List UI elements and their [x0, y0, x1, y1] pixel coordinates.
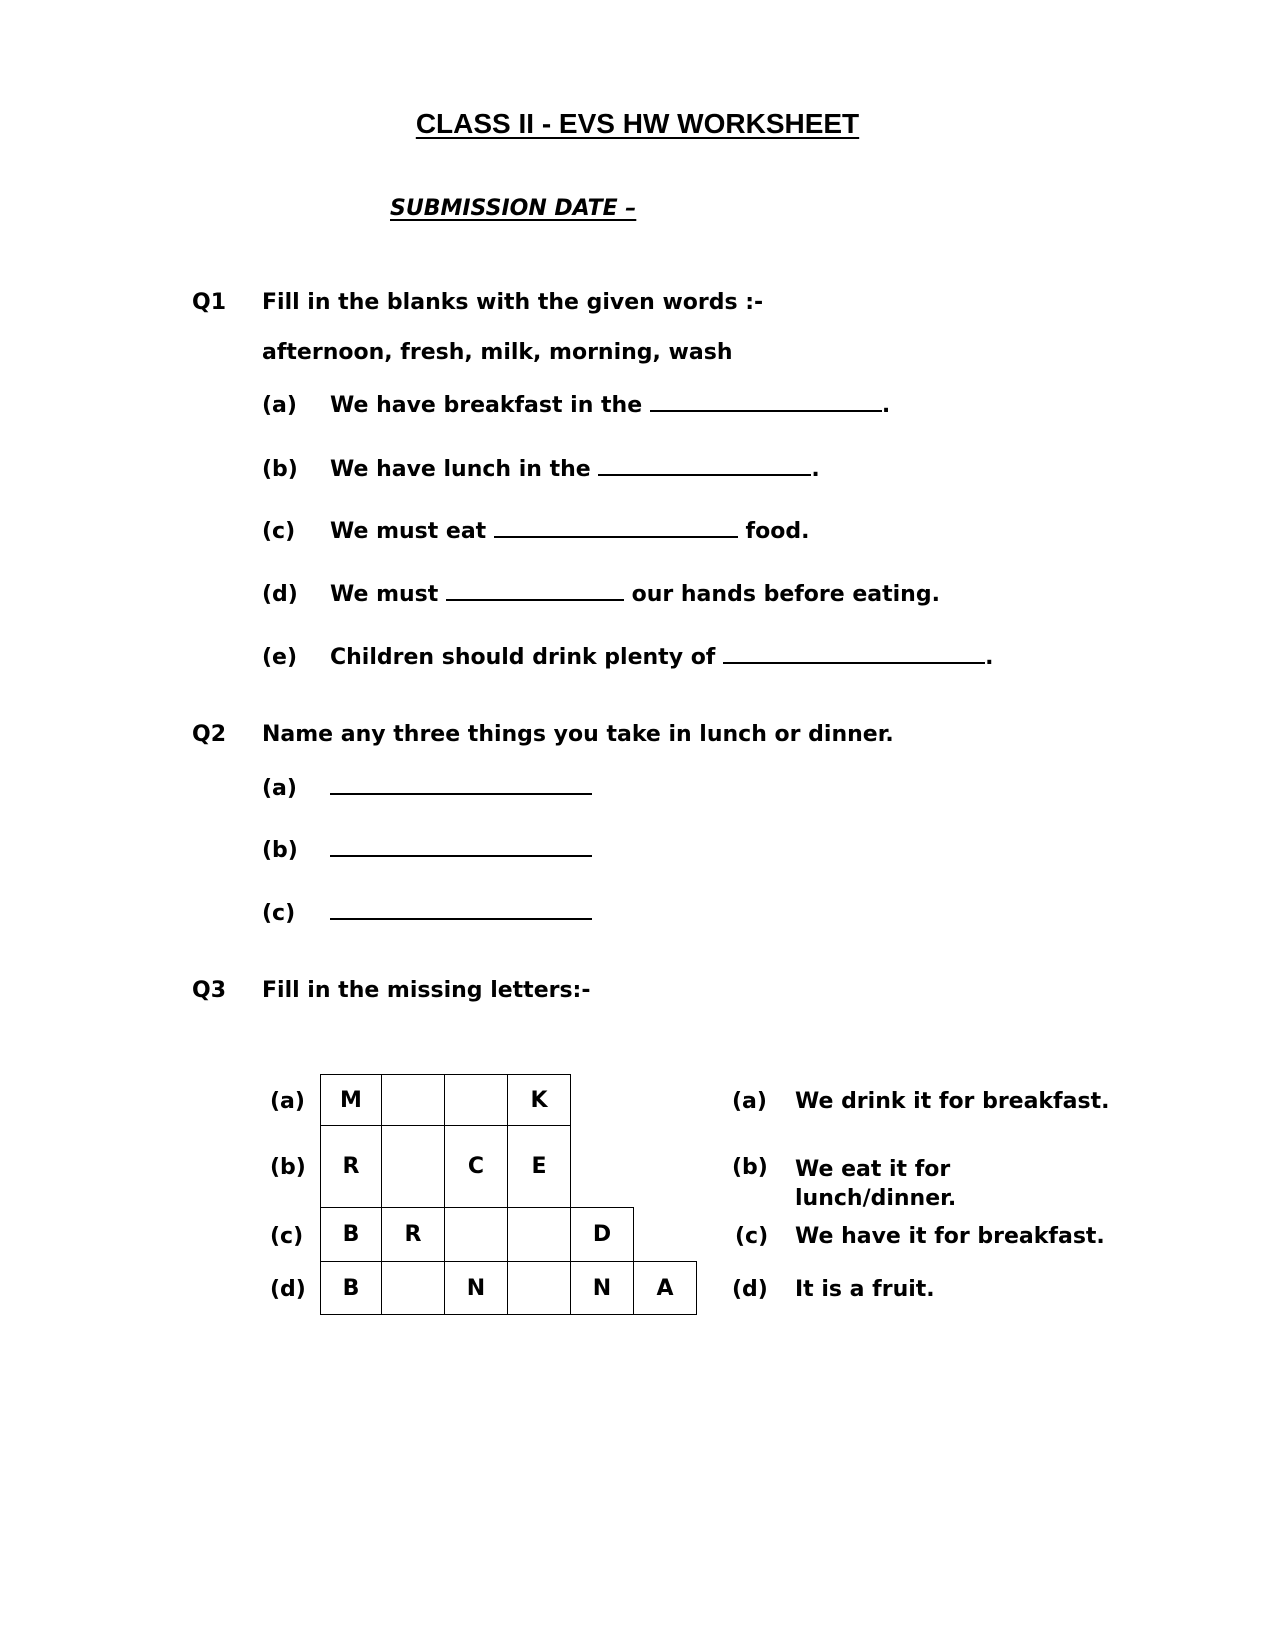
q1-item-c: [262, 516, 809, 544]
q1-item-text: Children should drink plenty of: [330, 645, 716, 670]
q2-item-a: [262, 773, 592, 801]
q3-clue-label-a: (a): [732, 1089, 767, 1114]
grid-cell[interactable]: K: [507, 1074, 571, 1126]
q2-item-label: (b): [262, 838, 298, 863]
q2-answer-blank-c[interactable]: [330, 898, 592, 920]
q1-item-a: [262, 390, 890, 418]
q2-answer-blank-a[interactable]: [330, 773, 592, 795]
q2-number: Q2: [192, 722, 227, 747]
q1-answer-blank-c[interactable]: [494, 516, 738, 538]
submission-date-label: SUBMISSION DATE –: [390, 196, 637, 221]
q3-clue-c: We have it for breakfast.: [795, 1224, 1105, 1249]
grid-cell[interactable]: M: [320, 1074, 382, 1126]
q1-item-text: We must eat: [330, 519, 487, 544]
q1-answer-blank-d[interactable]: [446, 579, 624, 601]
grid-cell[interactable]: B: [320, 1207, 382, 1262]
q3-prompt: Fill in the missing letters:-: [262, 978, 591, 1003]
q1-answer-blank-a[interactable]: [650, 390, 882, 412]
q2-item-c: [262, 898, 592, 926]
q1-item-text: We have breakfast in the: [330, 393, 643, 418]
grid-cell[interactable]: R: [381, 1207, 445, 1262]
q1-item-after: our hands before eating.: [631, 582, 940, 607]
q1-item-after: .: [811, 457, 820, 482]
grid-cell[interactable]: D: [570, 1207, 634, 1262]
grid-cell[interactable]: [444, 1074, 508, 1126]
q1-item-d: [262, 579, 940, 607]
grid-cell[interactable]: [381, 1261, 445, 1315]
q1-item-label: (d): [262, 582, 298, 607]
grid-cell[interactable]: [507, 1207, 571, 1262]
q1-item-text: We must: [330, 582, 439, 607]
q3-row-label-a: (a): [270, 1089, 305, 1114]
grid-cell[interactable]: C: [444, 1125, 508, 1208]
q3-clue-label-c: (c): [735, 1224, 769, 1249]
q1-word-bank: afternoon, fresh, milk, morning, wash: [262, 340, 733, 365]
q1-item-b: [262, 454, 820, 482]
q3-number: Q3: [192, 978, 227, 1003]
grid-cell[interactable]: [381, 1125, 445, 1208]
q1-item-text: We have lunch in the: [330, 457, 591, 482]
q3-row-label-b: (b): [270, 1155, 306, 1180]
grid-cell[interactable]: [444, 1207, 508, 1262]
q1-number: Q1: [192, 290, 227, 315]
q1-item-after: .: [881, 393, 891, 418]
grid-cell[interactable]: N: [570, 1261, 634, 1315]
q1-item-label: (c): [262, 519, 296, 544]
q2-item-b: [262, 835, 592, 863]
q3-clue-d: It is a fruit.: [795, 1277, 935, 1302]
q3-row-label-c: (c): [270, 1224, 304, 1249]
q1-item-label: (b): [262, 457, 298, 482]
q3-row-label-d: (d): [270, 1277, 306, 1302]
grid-cell[interactable]: E: [507, 1125, 571, 1208]
grid-cell[interactable]: [381, 1074, 445, 1126]
q3-clue-b: We eat it for lunch/dinner.: [795, 1157, 957, 1211]
submission-date: [390, 196, 851, 221]
q1-item-label: (a): [262, 393, 297, 418]
q1-answer-blank-e[interactable]: [723, 642, 985, 664]
q2-prompt: Name any three things you take in lunch or dinner.: [262, 722, 894, 747]
q1-item-label: (e): [262, 645, 298, 670]
grid-cell[interactable]: R: [320, 1125, 382, 1208]
q3-clue-label-d: (d): [732, 1277, 768, 1302]
grid-cell[interactable]: B: [320, 1261, 382, 1315]
q3-clue-a: We drink it for breakfast.: [795, 1089, 1110, 1114]
q1-answer-blank-b[interactable]: [598, 454, 811, 476]
grid-cell[interactable]: A: [633, 1261, 697, 1315]
q2-item-label: (a): [262, 776, 297, 801]
q2-item-label: (c): [262, 901, 296, 926]
q1-item-after: food.: [745, 519, 810, 544]
grid-cell[interactable]: [507, 1261, 571, 1315]
q1-prompt: Fill in the blanks with the given words :-: [262, 290, 764, 315]
q1-item-after: .: [985, 645, 994, 670]
q2-answer-blank-b[interactable]: [330, 835, 592, 857]
q1-item-e: [262, 642, 993, 670]
worksheet-title: CLASS II - EVS HW WORKSHEET: [415, 108, 860, 139]
grid-cell[interactable]: N: [444, 1261, 508, 1315]
q3-clue-label-b: (b): [732, 1155, 768, 1180]
